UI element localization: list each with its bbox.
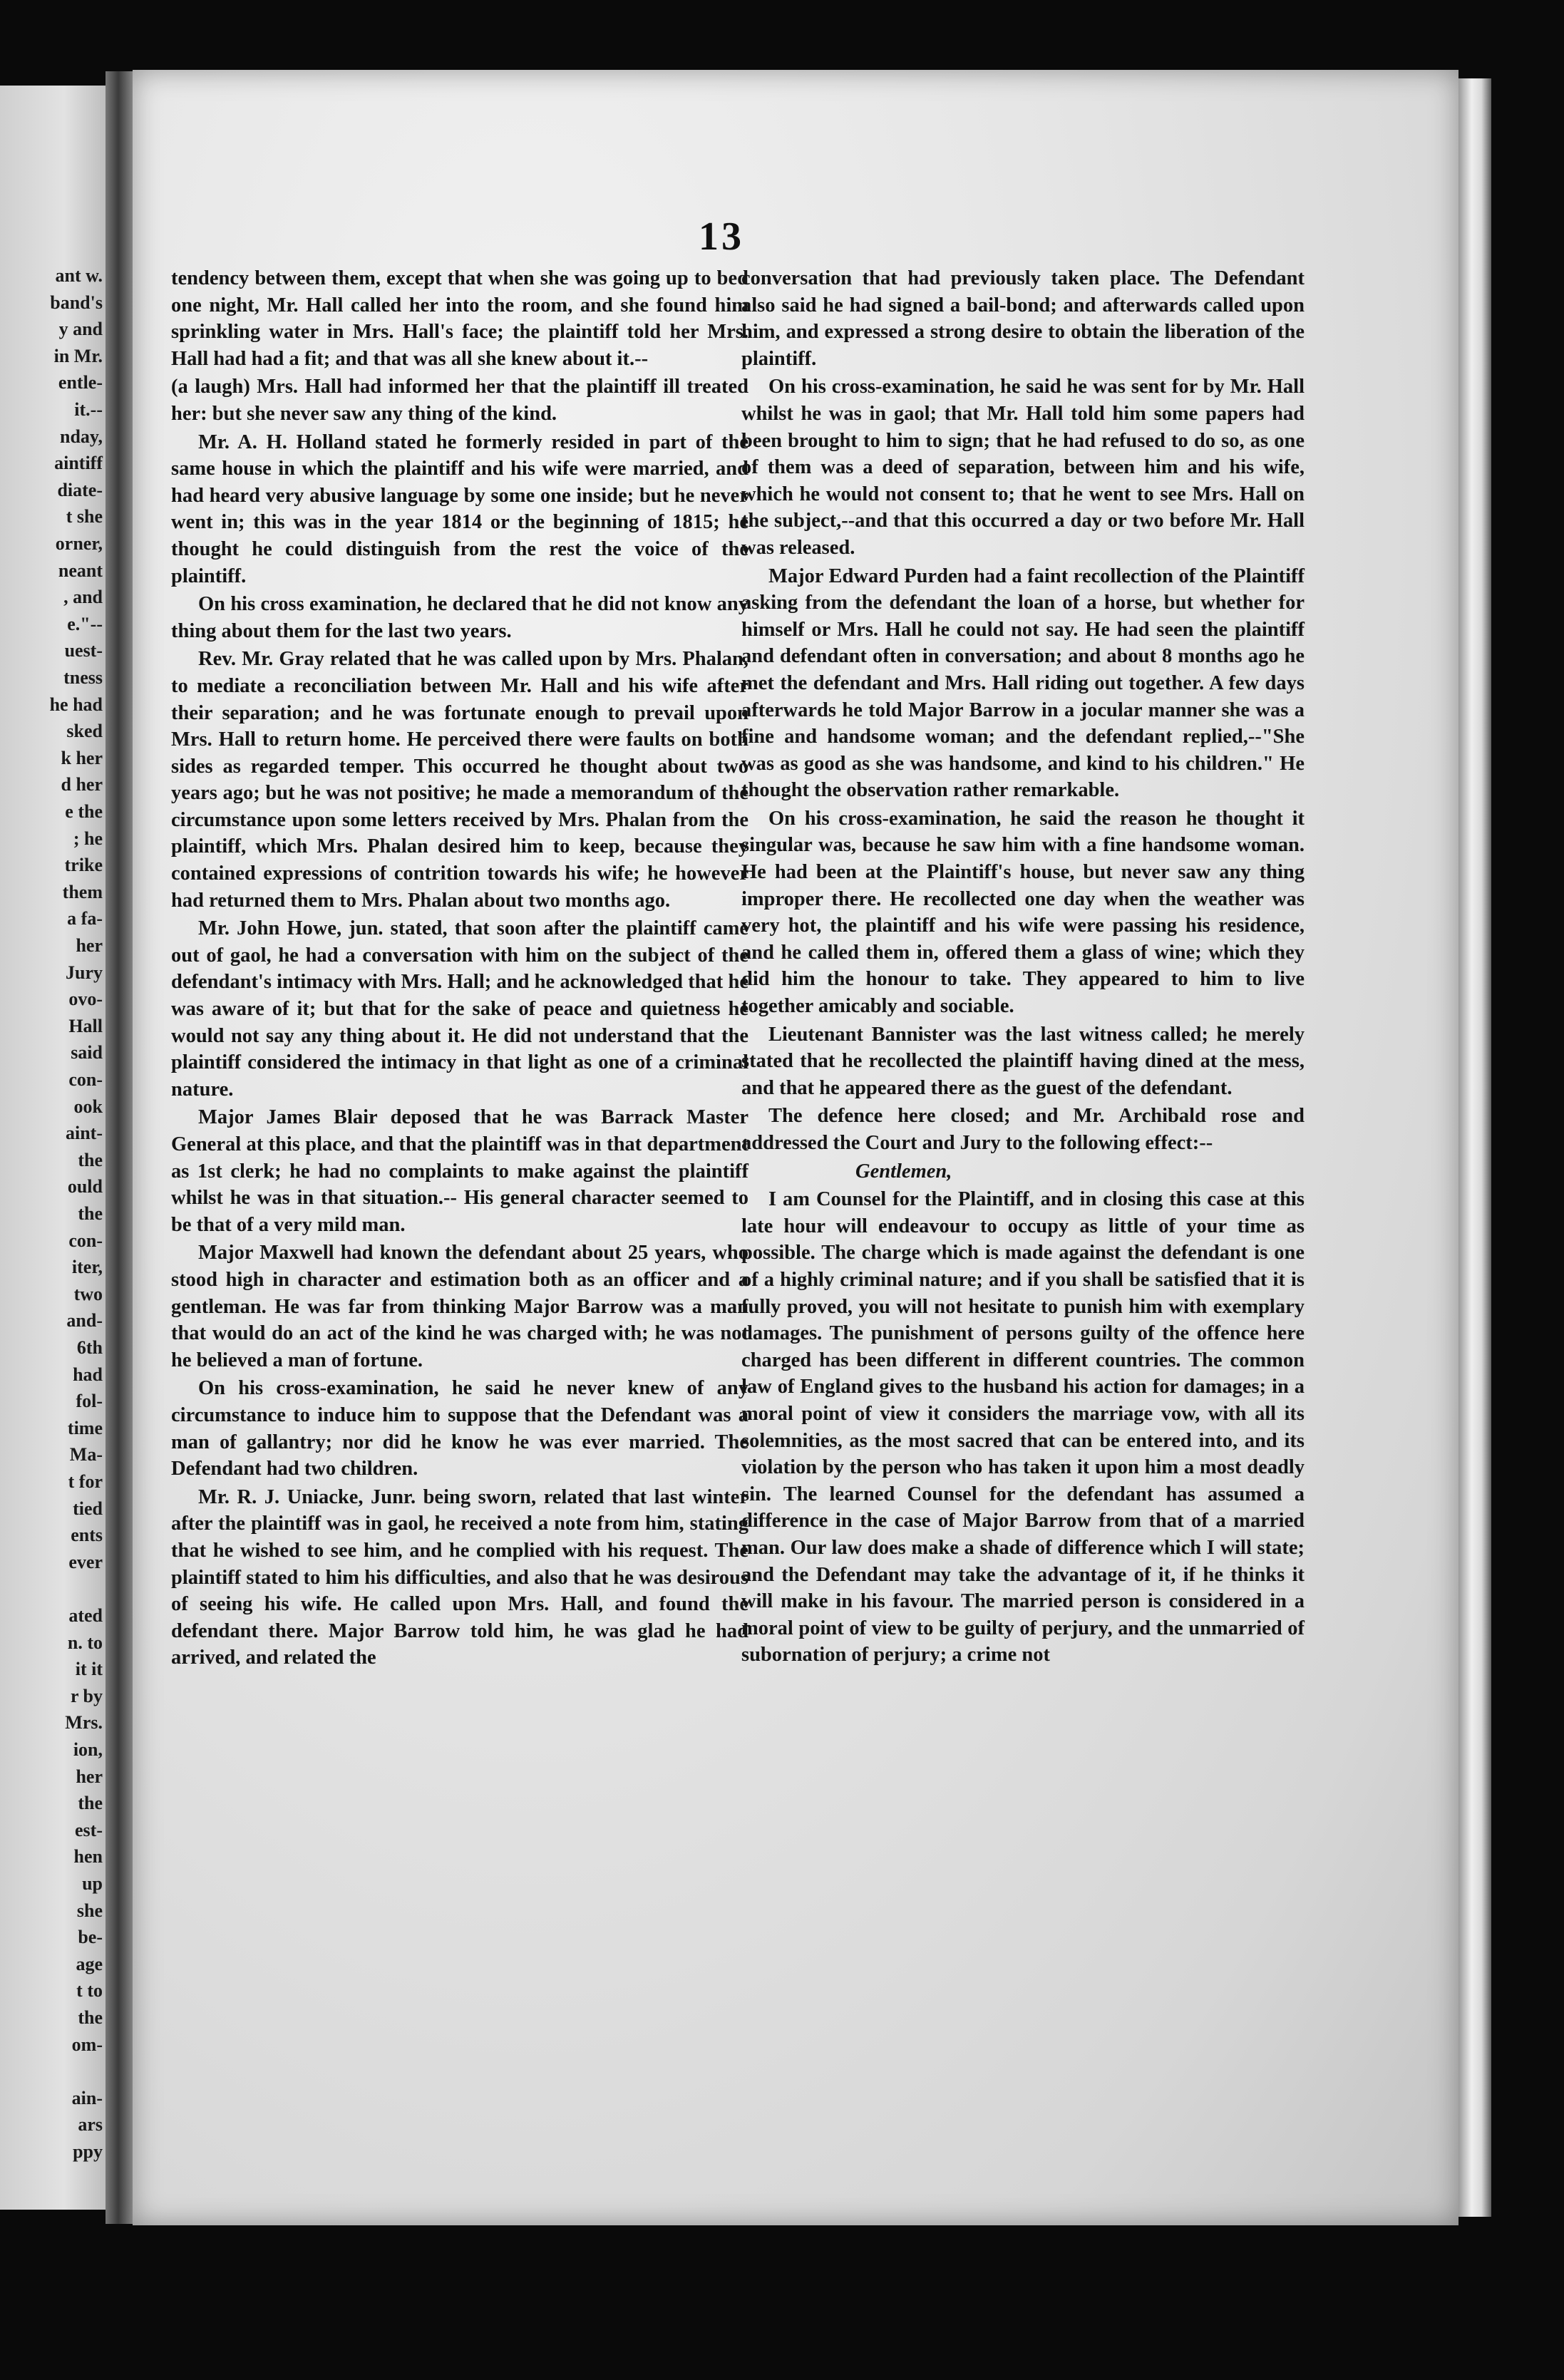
text-fragment: band's: [50, 292, 103, 313]
text-fragment: d her: [61, 774, 103, 795]
text-fragment: , and: [63, 587, 103, 608]
text-fragment: Jury: [66, 962, 103, 983]
text-fragment: up: [82, 1873, 103, 1894]
text-fragment: ain-: [71, 2087, 103, 2108]
paragraph: The defence here closed; and Mr. Archibald rose and addressed the Court and Jury to the following effect:--: [741, 1105, 1305, 1154]
text-fragment: nday,: [60, 426, 103, 447]
text-fragment: r by: [70, 1685, 103, 1706]
paragraph: conversation that had previously taken place. The Defendant also said he had signed a bail-bond; and afterwards called upon him, and expressed a strong desire to obtain the liberation of the plaintiff.: [741, 267, 1305, 370]
text-fragment: iter,: [71, 1257, 103, 1278]
text-fragment: t she: [66, 506, 103, 527]
text-fragment: age: [76, 1953, 103, 1974]
text-fragment: had: [73, 1364, 103, 1385]
text-fragment: her: [76, 935, 103, 956]
text-fragment: trike: [64, 855, 103, 876]
page-number: 13: [699, 215, 744, 259]
text-fragment: tness: [63, 667, 103, 688]
text-fragment: e the: [65, 801, 103, 822]
book-gutter: [106, 71, 134, 2224]
text-fragment: two: [73, 1283, 103, 1304]
text-fragment: ; he: [73, 828, 103, 849]
paragraph: Gentlemen,: [855, 1160, 952, 1183]
paragraph: tendency between them, except that when she was going up to bed one night, Mr. Hall called her into the room, and she found him sprinkling water in Mrs. Hall's face; the plaintiff told her Mrs. Hall had had a fit; and that was all she knew about it.--: [171, 267, 748, 370]
text-fragment: n. to: [67, 1632, 103, 1653]
text-fragment: t for: [68, 1471, 103, 1492]
paragraph: Major James Blair deposed that he was Barrack Master General at this place, and that the plaintiff was in that department as 1st clerk; he had no complaints to make against the plaintiff whilst he was in that situation.-- His general character seemed to be that of a very mild man.: [171, 1106, 748, 1236]
text-fragment: fol-: [76, 1391, 103, 1412]
text-fragment: ant w.: [55, 265, 103, 286]
text-fragment: ion,: [73, 1739, 103, 1760]
text-fragment: uest-: [64, 640, 103, 661]
text-fragment: y and: [58, 319, 103, 340]
text-fragment: t to: [76, 1980, 103, 2002]
text-fragment: con-: [68, 1069, 103, 1090]
paragraph: Mr. John Howe, jun. stated, that soon after the plaintiff came out of gaol, he had a conversation with him on the subject of the defendant's intimacy with Mrs. Hall; and he acknowledged that he was aware of it; but that for the sake of peace and quietness he would not say any thing about it. He did not understand that the plaintiff considered the intimacy in that light as one of a criminal nature.: [171, 917, 748, 1101]
text-fragment: est-: [75, 1819, 103, 1840]
text-fragment: be-: [78, 1927, 103, 1948]
paragraph: Lieutenant Bannister was the last witness called; he merely stated that he recollected the plaintiff having dined at the mess, and that he appeared there as the guest of the defendant.: [741, 1023, 1305, 1099]
text-fragment: ever: [68, 1551, 103, 1572]
text-fragment: it it: [75, 1659, 103, 1680]
right-column: [741, 265, 1305, 1670]
text-fragment: aint-: [66, 1123, 103, 1144]
text-fragment: Hall: [68, 1015, 103, 1036]
paragraph: Mr. R. J. Uniacke, Junr. being sworn, related that last winter after the plaintiff was in gaol, he received a note from him, stating that he wished to see him, and he complied with his request. The plaintiff stated to him his difficulties, and also that he was desirous of seeing his wife. He called upon Mrs. Hall, and found the defendant there. Major Barrow told him, he was glad he had arrived, and related the: [171, 1485, 748, 1669]
text-fragment: it.--: [74, 399, 103, 420]
page-edge-right: [1458, 78, 1491, 2217]
paragraph: On his cross-examination, he said he never knew of any circumstance to induce him to suppose that the Defendant was a man of gallantry; nor did he know he was ever married. The Defendant had two children.: [171, 1377, 748, 1480]
paragraph: Major Maxwell had known the defendant about 25 years, who stood high in character and estimation both as an officer and a gentleman. He was far from thinking Major Barrow was a man that would do an act of the kind he was charged with; he was not he believed a man of fortune.: [171, 1242, 748, 1371]
text-fragment: hen: [73, 1846, 103, 1868]
text-fragment: he had: [49, 694, 103, 715]
text-fragment: 6th: [76, 1337, 103, 1358]
paragraph: On his cross examination, he declared that he did not know any thing about them for the last two years.: [171, 593, 748, 642]
text-fragment: the: [78, 1793, 103, 1814]
text-fragment: diate-: [57, 479, 103, 500]
text-fragment: time: [67, 1417, 103, 1438]
text-fragment: orner,: [55, 533, 103, 554]
text-fragment: and-: [66, 1310, 103, 1331]
text-fragment: ppy: [73, 2141, 103, 2162]
previous-page-edge: [0, 86, 107, 2210]
text-fragment: she: [76, 1900, 103, 1921]
text-fragment: ated: [68, 1605, 103, 1626]
text-fragment: them: [62, 881, 103, 902]
left-column: [171, 265, 748, 1673]
text-fragment: Ma-: [69, 1444, 103, 1465]
paragraph: I am Counsel for the Plaintiff, and in closing this case at this late hour will endeavour to occupy as little of your time as possible. The charge which is made against the defendant is one of a highly criminal nature; and if you shall be satisfied that it is fully proved, you will not hesitate to punish him with exemplary damages. The punishment of persons guilty of the offence here charged has been different in different countries. The common law of England gives to the husband his action for damages; in a moral point of view it considers the marriage vow, with all its solemnities, as the most sacred that can be entered into, and its violation by the person who has taken it upon him a most deadly sin. The learned Counsel for the defendant has assumed a difference in the case of Major Barrow from that of a married man. Our law does make a shade of difference which I will state; and the Defendant may take the advantage of it, if he thinks it will make in his favour. The married person is considered in a moral point of view to be guilty of perjury, and the unmarried of subornation of perjury; a crime not: [741, 1188, 1305, 1666]
text-fragment: sked: [66, 721, 103, 742]
text-fragment: tied: [73, 1498, 103, 1519]
text-fragment: ould: [67, 1176, 103, 1197]
text-fragment: e."--: [67, 613, 103, 634]
text-fragment: a fa-: [67, 908, 103, 929]
text-fragment: the: [78, 1203, 103, 1224]
text-fragment: ook: [73, 1096, 103, 1117]
text-fragment: con-: [68, 1230, 103, 1251]
text-fragment: neant: [58, 560, 103, 581]
paragraph: On his cross-examination, he said the reason he thought it singular was, because he saw him with a fine handsome woman. He had been at the Plaintiff's house, but never saw any thing improper there. He recollected one day when the weather was very hot, the plaintiff and his wife were passing his residence, and he called them in, offered them a glass of wine; which they did him the honour to take. They appeared to him to live together amicably and sociable.: [741, 807, 1305, 1018]
paragraph: Mr. A. H. Holland stated he formerly resided in part of the same house in which the plaintiff and his wife were married, and had heard very abusive language by some one inside; but he never went in; this was in the year 1814 or the beginning of 1815; he thought he could distinguish from the rest the voice of the plaintiff.: [171, 431, 748, 587]
text-fragment: said: [71, 1042, 103, 1063]
text-fragment: the: [78, 2007, 103, 2028]
text-fragment: k her: [61, 747, 103, 768]
text-fragment: Mrs.: [65, 1712, 103, 1734]
text-fragment: om-: [71, 2034, 103, 2055]
text-fragment: aintiff: [54, 453, 103, 474]
text-fragment: the: [78, 1149, 103, 1170]
paragraph: (a laugh) Mrs. Hall had informed her that the plaintiff ill treated her: but she never saw any thing of the kind.: [171, 376, 748, 425]
text-fragment: in Mr.: [53, 345, 103, 366]
text-fragment: her: [76, 1766, 103, 1787]
text-fragment: ovo-: [68, 989, 103, 1010]
paragraph: Major Edward Purden had a faint recollection of the Plaintiff asking from the defendant the loan of a horse, but whether for himself or Mrs. Hall he could not say. He had seen the plaintiff and defendant often in conversation; and about 8 months ago he met the defendant and Mrs. Hall riding out together. A few days afterwards he told Major Barrow in a jocular manner she was a fine and handsome woman; and the defendant replied,--"She was as good as she was handsome, and kind to his children." He thought the observation rather remarkable.: [741, 565, 1305, 802]
paragraph: Rev. Mr. Gray related that he was called upon by Mrs. Phalan, to mediate a reconciliation between Mr. Hall and his wife after their separation; and he was fortunate enough to prevail upon Mrs. Hall to return home. He perceived there were faults on both sides as regarded temper. This occurred he thought about two years ago; but he was not positive; he made a memorandum of the circumstance upon some letters received by Mrs. Phalan from the plaintiff, which Mrs. Phalan desired him to keep, because they contained expressions of contrition towards his wife; he however had returned them to Mrs. Phalan about two months ago.: [171, 648, 748, 912]
paragraph: On his cross-examination, he said he was sent for by Mr. Hall whilst he was in gaol; that Mr. Hall told him some papers had been brought to him to sign; that he had refused to do so, as one of them was a deed of separation, between him and his wife, which he would not consent to; that he went to see Mrs. Hall on the subject,--and that this occurred a day or two before Mr. Hall was released.: [741, 376, 1305, 559]
text-fragment: entle-: [58, 372, 103, 393]
text-fragment: ents: [71, 1525, 103, 1546]
text-fragment: ars: [78, 2114, 103, 2136]
